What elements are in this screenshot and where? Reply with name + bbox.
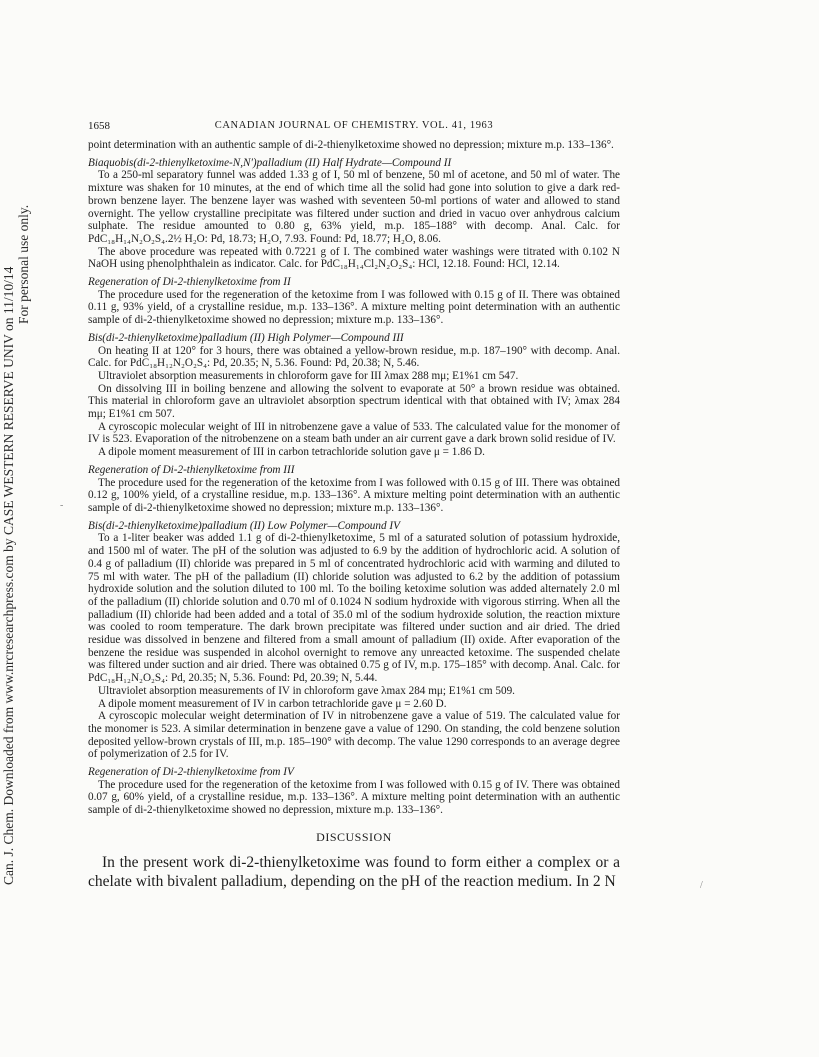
journal-title: CANADIAN JOURNAL OF CHEMISTRY. VOL. 41, 1963 xyxy=(214,120,494,131)
paragraph: On dissolving III in boiling benzene and allowing the solvent to evaporate at 50° a brown residue was obtained. This material in chloroform gave an ultraviolet absorption spectrum identical with that obtained with IV; λmax 284 mμ; E1%1 cm 507. xyxy=(88,382,620,421)
paragraph: The procedure used for the regeneration of the ketoxime from I was followed with 0.15 g of IV. There was obtained 0.07 g, 60% yield, of a crystalline residue, m.p. 133–136°. A mixture melting point determination with an authentic sample of di-2-thienylketoxime showed no depression, mixture m.p. 133–136°. xyxy=(88,778,620,817)
paragraph: Ultraviolet absorption measurements in chloroform gave for III λmax 288 mμ; E1%1 cm 547. xyxy=(98,369,519,382)
download-notice: Can. J. Chem. Downloaded from www.nrcresearchpress.com by CASE WESTERN RESERVE UNIV on 11/10/14 xyxy=(1,266,16,885)
paragraph: A cyroscopic molecular weight determination of IV in nitrobenzene gave a value of 519. The calculated value for the monomer is 523. A similar determination in benzene gave a value of 1290. On standing, the cold benzene solution deposited yellow-brown crystals of III, m.p. 185–190° with decomp. The value 1290 corresponds to an average degree of polymerization of 2.5 for IV. xyxy=(88,710,620,761)
paragraph: A cyroscopic molecular weight of III in nitrobenzene gave a value of 533. The calculated value for the monomer of IV is 523. Evaporation of the nitrobenzene on a steam bath under an air current gave a dark brown solid residue of IV. xyxy=(88,420,620,446)
margin-mark: - xyxy=(60,500,64,511)
paragraph: point determination with an authentic sample of di-2-thienylketoxime showed no depression; mixture m.p. 133–136°. xyxy=(88,139,614,151)
page-body xyxy=(88,120,620,891)
download-watermark xyxy=(0,0,34,1057)
discussion-paragraph: In the present work di-2-thienylketoxime was found to form either a complex or a chelate with bivalent palladium, depending on the pH of the reaction medium. In 2 N xyxy=(88,853,620,890)
section-heading: Regeneration of Di-2-thienylketoxime from II xyxy=(88,276,291,289)
section-heading: Bis(di-2-thienylketoxime)palladium (II) High Polymer—Compound III xyxy=(88,331,404,344)
margin-mark: / xyxy=(700,880,703,891)
paragraph: A dipole moment measurement of III in carbon tetrachloride solution gave μ = 1.86 D. xyxy=(98,446,485,459)
section-heading: Regeneration of Di-2-thienylketoxime from III xyxy=(88,463,295,476)
section-heading: Bis(di-2-thienylketoxime)palladium (II) Low Polymer—Compound IV xyxy=(88,519,400,532)
section-heading: Regeneration of Di-2-thienylketoxime from IV xyxy=(88,766,294,779)
paragraph: The procedure used for the regeneration of the ketoxime from I was followed with 0.15 g of III. There was obtained 0.12 g, 100% yield, of a crystalline residue, m.p. 133–136°. A mixture melting point determination with an authentic sample of di-2-thienylketoxime showed no depression; mixture m.p. 133–136°. xyxy=(88,476,620,514)
running-head xyxy=(88,120,620,134)
paragraph: The above procedure was repeated with 0.7221 g of I. The combined water washings were titrated with 0.102 N NaOH using phenolphthalein as indicator. Calc. for PdC₁₈H₁₄Cl₂N₂O₂S₄: HCl, 12.18. Found: HCl, 12.14. xyxy=(88,245,620,271)
paragraph: A dipole moment measurement of IV in carbon tetrachloride gave μ = 2.60 D. xyxy=(98,697,447,710)
paragraph: To a 250-ml separatory funnel was added 1.33 g of I, 50 ml of benzene, 50 ml of acetone, and 50 ml of water. The mixture was shaken for 10 minutes, at the end of which time all the solid had gone into solution to give a dark red-brown benzene layer. The benzene layer was washed with seventeen 50-ml portions of water and allowed to stand overnight. The yellow crystalline precipitate was filtered under suction and dried in vacuo over anhydrous calcium sulphate. The residue amounted to 0.80 g, 63% yield, m.p. 185–188° with decomp. Anal. Calc. for PdC₁₈H₁₄N₂O₂S₄.2½ H₂O: Pd, 18.73; H₂O, 7.93. Found: Pd, 18.77; H₂O, 8.06. xyxy=(88,169,620,245)
discussion-heading: DISCUSSION xyxy=(316,829,392,844)
personal-use-notice: For personal use only. xyxy=(16,205,31,325)
paragraph: To a 1-liter beaker was added 1.1 g of di-2-thienylketoxime, 5 ml of a saturated solution of potassium hydroxide, and 1500 ml of water. The pH of the solution was adjusted to 6.9 by the addition of hydrochloric acid. A solution of 0.4 g of palladium (II) chloride was prepared in 5 ml of concentrated hydrochloric acid with warming and diluted to 75 ml with water. The pH of the palladium (II) chloride solution was adjusted to 6.2 by the addition of potassium hydroxide solution and the solution diluted to 100 ml. To the boiling ketoxime solution was added alternately 2.0 ml of the palladium (II) chloride solution and 0.70 ml of 0.1024 N sodium hydroxide with vigorous stirring. When all the palladium (II) chloride had been added and a total of 35.0 ml of the sodium hydroxide solution, the reaction mixture was cooled to room temperature. The dark brown precipitate was filtered under suction and air dried. The dried residue was dissolved in benzene and filtered from a small amount of palladium (II) oxide. After evaporation of the benzene the residue was suspended in alcohol overnight to remove any unreacted ketoxime. The suspended chelate was filtered under suction and air dried. There was obtained 0.75 g of IV, m.p. 175–185° with decomp. Anal. Calc. for PdC₁₈H₁₂N₂O₂S₄: Pd, 20.35; N, 5.36. Found: Pd, 20.39; N, 5.44. xyxy=(88,532,620,685)
paragraph: The procedure used for the regeneration of the ketoxime from I was followed with 0.15 g of II. There was obtained 0.11 g, 93% yield, of a crystalline residue, m.p. 133–136°. A mixture melting point determination with an authentic sample of di-2-thienylketoxime showed no depression; mixture m.p. 133–136°. xyxy=(88,288,620,327)
page-number: 1658 xyxy=(88,120,110,132)
paragraph: Ultraviolet absorption measurements of IV in chloroform gave λmax 284 mμ; E1%1 cm 509. xyxy=(98,684,515,697)
paragraph: On heating II at 120° for 3 hours, there was obtained a yellow-brown residue, m.p. 187–190° with decomp. Anal. Calc. for PdC₁₈H₁₂N₂O₂S₄: Pd, 20.35; N, 5.36. Found: Pd, 20.38; N, 5.46. xyxy=(88,344,620,370)
section-heading: Biaquobis(di-2-thienylketoxime-N,N′)palladium (II) Half Hydrate—Compound II xyxy=(88,156,452,169)
